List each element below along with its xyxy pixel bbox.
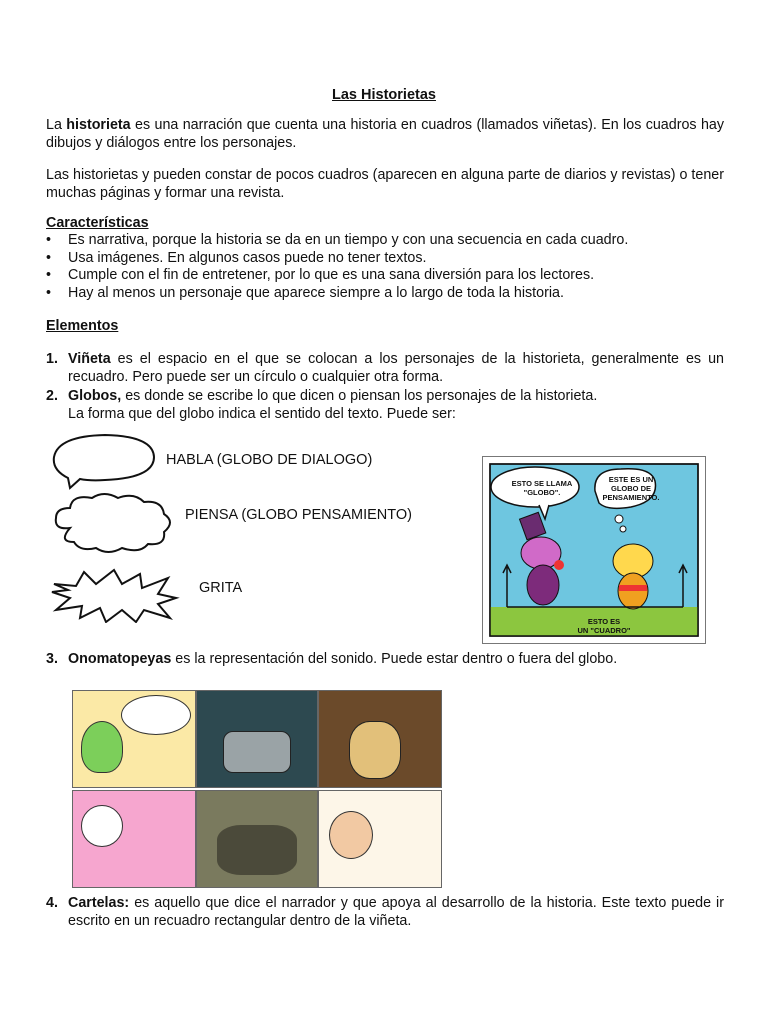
- thought-balloon-icon: [50, 490, 180, 560]
- onomatopeya-panel-5: [196, 790, 318, 888]
- comic-panel-example: [482, 456, 706, 644]
- item-text: es la representación del sonido. Puede estar dentro o fuera del globo.: [171, 651, 618, 667]
- comic-speech-text: ESTO SE LLAMA "GLOBO".: [511, 479, 573, 497]
- list-item: • Cumple con el fin de entretener, por lo que es una sana diversión para los lectores.: [46, 267, 736, 285]
- item-keyword: Viñeta: [68, 351, 111, 367]
- item-number: 3.: [46, 651, 58, 667]
- elementos-heading: Elementos: [46, 318, 119, 334]
- elementos-item-1: [46, 350, 724, 386]
- item-text: es aquello que dice el narrador y que apoya al desarrollo de la historia. Este texto puede ir escrito en un recuadro rectangular dentro de la viñeta.: [68, 895, 724, 929]
- page-title: Las Historietas: [332, 87, 436, 103]
- elementos-item-3: [46, 650, 724, 668]
- caracteristicas-heading: Características: [46, 215, 149, 231]
- elementos-item-4: [46, 894, 724, 930]
- comic-caption: [559, 617, 649, 635]
- onomatopeya-panel-2: [196, 690, 318, 788]
- item-text-line2: La forma que del globo indica el sentido del texto. Puede ser:: [68, 406, 456, 422]
- intro-keyword: historieta: [66, 117, 131, 133]
- list-item: • Hay al menos un personaje que aparece siempre a lo largo de toda la historia.: [46, 285, 736, 303]
- item-text: es donde se escribe lo que dicen o piensan los personajes de la historieta.: [121, 388, 598, 404]
- comic-caption-line-1: ESTO ES: [587, 617, 621, 626]
- speech-balloon-icon: [50, 430, 160, 490]
- globe-label-habla: HABLA (GLOBO DE DIALOGO): [166, 452, 373, 468]
- item-number: 2.: [46, 388, 58, 404]
- intro-paragraph-2: Las historietas y pueden constar de pocos cuadros (aparecen en alguna parte de diarios y revistas) o tener muchas páginas y formar una revista.: [46, 167, 724, 201]
- item-number: 4.: [46, 895, 58, 911]
- list-item: • Usa imágenes. En algunos casos puede no tener textos.: [46, 250, 736, 268]
- globe-label-grita: GRITA: [199, 580, 243, 596]
- onomatopeya-panel-4: [72, 790, 196, 888]
- onomatopeya-panel-1: [72, 690, 196, 788]
- onomatopeya-panel-3: [318, 690, 442, 788]
- list-item: • Es narrativa, porque la historia se da en un tiempo y con una secuencia en cada cuadro.: [46, 232, 736, 250]
- item-keyword: Onomatopeyas: [68, 651, 172, 667]
- caracteristicas-list: [46, 232, 736, 302]
- item-keyword: Globos,: [68, 388, 122, 404]
- onomatopeya-panel-6: [318, 790, 442, 888]
- comic-thought-text: ESTE ES UN GLOBO DE PENSAMIENTO.: [602, 475, 660, 502]
- elementos-item-2: [46, 387, 724, 423]
- item-keyword: Cartelas:: [68, 895, 130, 911]
- comic-caption-line-2: UN "CUADRO": [577, 626, 631, 635]
- item-number: 1.: [46, 351, 58, 367]
- intro-text-end: es una narración que cuenta una historia en cuadros (llamados viñetas). En los cuadros hay dibujos y diálogos entre los personajes.: [46, 117, 725, 151]
- item-text: es el espacio en el que se colocan a los personajes de la historieta, generalmente es un recuadro. Pero puede ser un círculo o cualquier otra forma.: [68, 351, 724, 385]
- shout-balloon-icon: [50, 568, 180, 623]
- intro-paragraph-1: [46, 116, 724, 152]
- globe-label-piensa: PIENSA (GLOBO PENSAMIENTO): [185, 507, 412, 523]
- intro-text-start: La: [46, 117, 67, 133]
